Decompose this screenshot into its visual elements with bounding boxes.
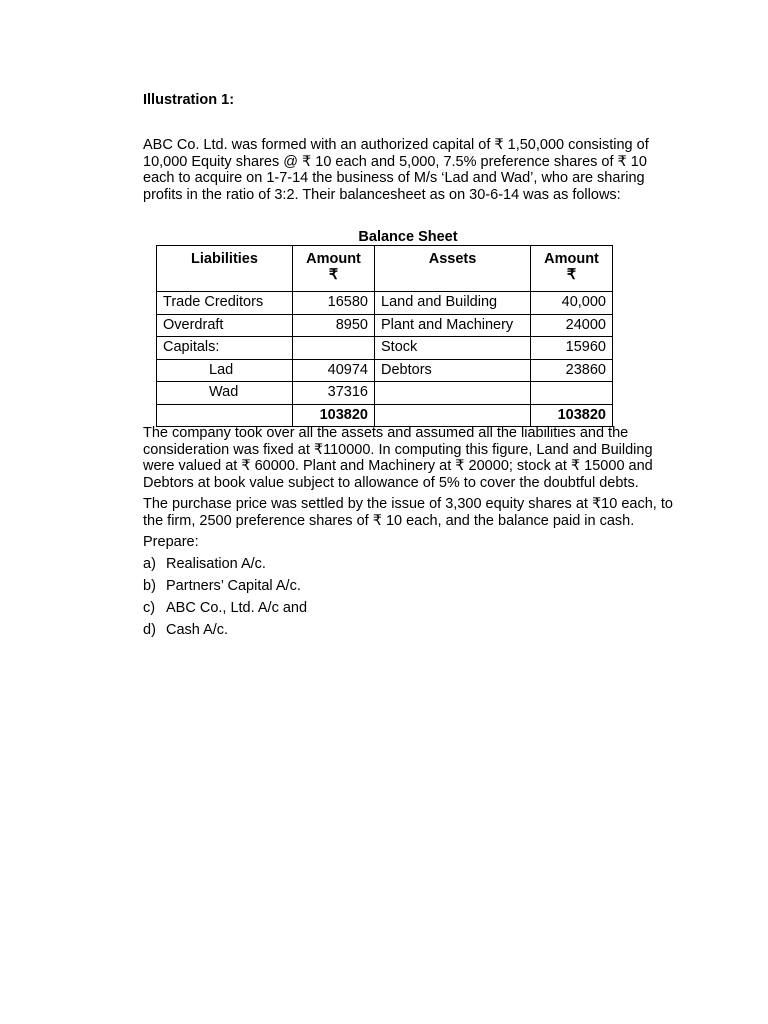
assets-header: Assets	[375, 246, 531, 292]
asset-amount-cell: 24000	[531, 314, 613, 337]
table-row	[157, 337, 613, 360]
liability-amount-cell: 8950	[293, 314, 375, 337]
asset-amount-cell: 23860	[531, 359, 613, 382]
liability-amount-cell: 40974	[293, 359, 375, 382]
list-marker: a)	[143, 555, 156, 572]
liability-cell: Overdraft	[157, 314, 293, 337]
liability-cell: Lad	[157, 359, 293, 382]
document-page	[143, 92, 673, 638]
list-item-text: ABC Co., Ltd. A/c and	[166, 599, 308, 616]
intro-paragraph: ABC Co. Ltd. was formed with an authorized capital of ₹ 1,50,000 consisting of 10,000 Equity shares @ ₹ 10 each and 5,000, 7.5% preference shares of ₹ 10 each to acquire on 1-7-14 the business of M/s ‘Lad and Wad’, who are sharing profits in the ratio of 3:2. Their balancesheet as on 30-6-14 was as follows:	[143, 137, 649, 203]
liability-cell: Trade Creditors	[157, 292, 293, 315]
liability-cell: Capitals:	[157, 337, 293, 360]
amount-header-assets: Amount ₹	[531, 246, 613, 292]
table-total-row	[157, 404, 613, 427]
prepare-label: Prepare:	[143, 534, 199, 550]
consideration-paragraph: The company took over all the assets and assumed all the liabilities and the consideration was fixed at ₹110000. In computing this figure, Land and Building were valued at ₹ 60000. Plant and Machinery at ₹ 20000; stock at ₹ 15000 and Debtors at book value subject to allowance of 5% to cover the doubtful debts.	[143, 425, 653, 491]
after-table-section	[143, 425, 673, 639]
asset-amount-cell: 15960	[531, 337, 613, 360]
table-header-row	[157, 246, 613, 292]
balance-sheet-table	[156, 245, 613, 427]
asset-cell: Plant and Machinery	[375, 314, 531, 337]
balance-sheet-title: Balance Sheet	[358, 229, 458, 245]
list-marker: c)	[143, 599, 156, 616]
asset-cell: Debtors	[375, 359, 531, 382]
asset-amount-cell: 40,000	[531, 292, 613, 315]
prepare-list	[143, 556, 673, 639]
amount-header-liabilities: Amount ₹	[293, 246, 375, 292]
list-item	[143, 600, 673, 617]
table-row	[157, 314, 613, 337]
liabilities-header: Liabilities	[157, 246, 293, 292]
table-row	[157, 292, 613, 315]
list-item-text: Realisation A/c.	[166, 555, 266, 572]
list-marker: b)	[143, 577, 156, 594]
list-item	[143, 578, 673, 595]
list-item-text: Partners’ Capital A/c.	[166, 577, 301, 594]
liability-cell: Wad	[157, 382, 293, 405]
asset-cell: Stock	[375, 337, 531, 360]
list-marker: d)	[143, 621, 156, 638]
illustration-heading: Illustration 1:	[143, 92, 235, 108]
table-row	[157, 359, 613, 382]
list-item	[143, 622, 673, 639]
liability-total-cell: 103820	[293, 404, 375, 427]
liability-amount-cell: 37316	[293, 382, 375, 405]
liability-amount-cell: 16580	[293, 292, 375, 315]
list-item	[143, 556, 673, 573]
asset-cell: Land and Building	[375, 292, 531, 315]
asset-cell	[375, 404, 531, 427]
list-item-text: Cash A/c.	[166, 621, 229, 638]
asset-amount-cell	[531, 382, 613, 405]
liability-amount-cell	[293, 337, 375, 360]
settlement-paragraph: The purchase price was settled by the issue of 3,300 equity shares at ₹10 each, to the firm, 2500 preference shares of ₹ 10 each, and the balance paid in cash.	[143, 496, 673, 529]
asset-cell	[375, 382, 531, 405]
liability-cell	[157, 404, 293, 427]
asset-total-cell: 103820	[531, 404, 613, 427]
table-row	[157, 382, 613, 405]
